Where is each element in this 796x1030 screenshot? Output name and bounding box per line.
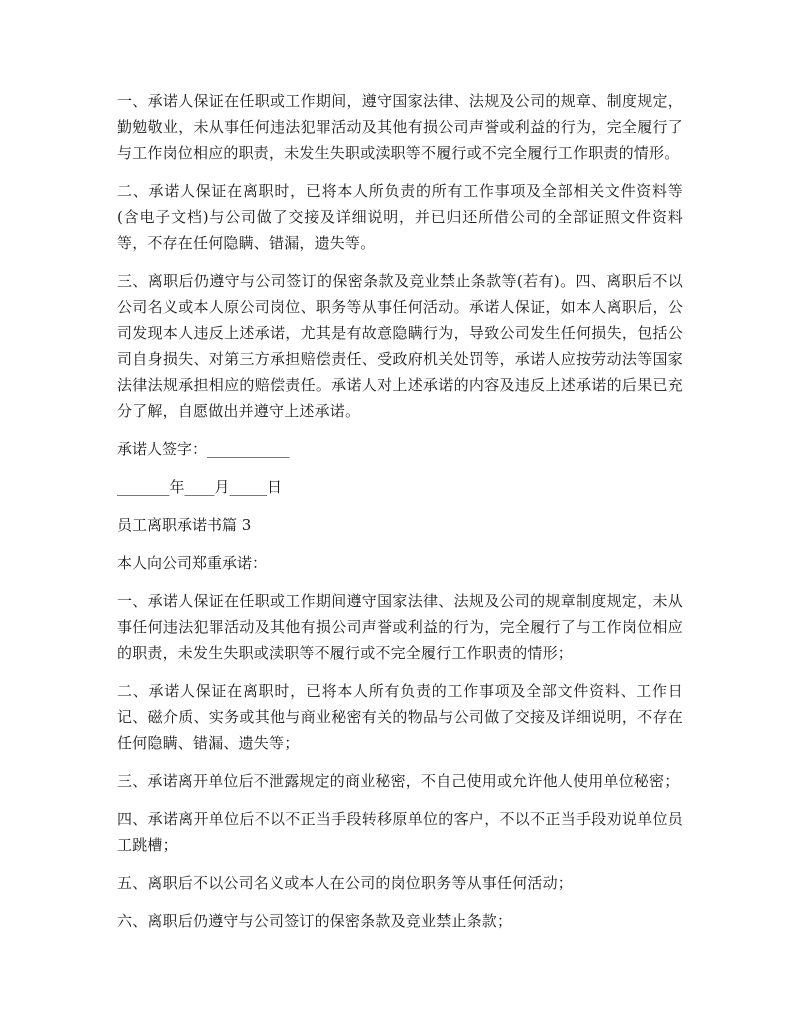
clause-1-paragraph: 一、承诺人保证在任职或工作期间，遵守国家法律、法规及公司的规章、制度规定，勤勉敬业，未从事任何违法犯罪活动及其他有损公司声誉或利益的行为，完全履行了与工作岗位相应的职责，未发生失职或渎职等不履行或不完全履行工作职责的情形。: [117, 92, 683, 162]
document-page: [117, 88, 683, 946]
clause-3-paragraph: 三、离职后仍遵守与公司签订的保密条款及竞业禁止条款等(若有)。四、离职后不以公司名义或本人原公司岗位、职务等从事任何活动。承诺人保证，如本人离职后，公司发现本人违反上述承诺，尤其是有故意隐瞒行为，导致公司发生任何损失，包括公司自身损失、对第三方承担赔偿责任、受政府机关处罚等，承诺人应按劳动法等国家法律法规承担相应的赔偿责任。承诺人对上述承诺的内容及违反上述承诺的后果已充分了解，自愿做出并遵守上述承诺。: [117, 272, 683, 420]
clause-2-paragraph: 二、承诺人保证在离职时，已将本人所负责的所有工作事项及全部相关文件资料等(含电子文档)与公司做了交接及详细说明，并已归还所借公司的全部证照文件资料等，不存在任何隐瞒、错漏，遗失等。: [117, 182, 683, 252]
pledge-6-paragraph: 六、离职后仍遵守与公司签订的保密条款及竞业禁止条款；: [117, 912, 513, 930]
signature-line: 承诺人签字：___________: [117, 440, 290, 458]
section-heading: 员工离职承诺书篇 3: [117, 516, 252, 534]
pledge-3-paragraph: 三、承诺离开单位后不泄露规定的商业秘密，不自己使用或允许他人使用单位秘密；: [117, 772, 680, 790]
pledge-5-paragraph: 五、离职后不以公司名义或本人在公司的岗位职务等从事任何活动；: [117, 874, 574, 892]
pledge-2-paragraph: 二、承诺人保证在离职时，已将本人所有负责的工作事项及全部文件资料、工作日记、磁介质、实务或其他与商业秘密有关的物品与公司做了交接及详细说明，不存在任何隐瞒、错漏、遗失等；: [117, 682, 683, 752]
pledge-4-paragraph: 四、承诺离开单位后不以不正当手段转移原单位的客户，不以不正当手段劝说单位员工跳槽；: [117, 810, 683, 854]
pledge-1-paragraph: 一、承诺人保证在任职或工作期间遵守国家法律、法规及公司的规章制度规定，未从事任何违法犯罪活动及其他有损公司声誉或利益的行为，完全履行了与工作岗位相应的职责，未发生失职或渎职等不履行或不完全履行工作职责的情形；: [117, 592, 683, 662]
intro-line: 本人向公司郑重承诺：: [117, 554, 268, 572]
date-line: _______年____月_____日: [117, 478, 283, 496]
